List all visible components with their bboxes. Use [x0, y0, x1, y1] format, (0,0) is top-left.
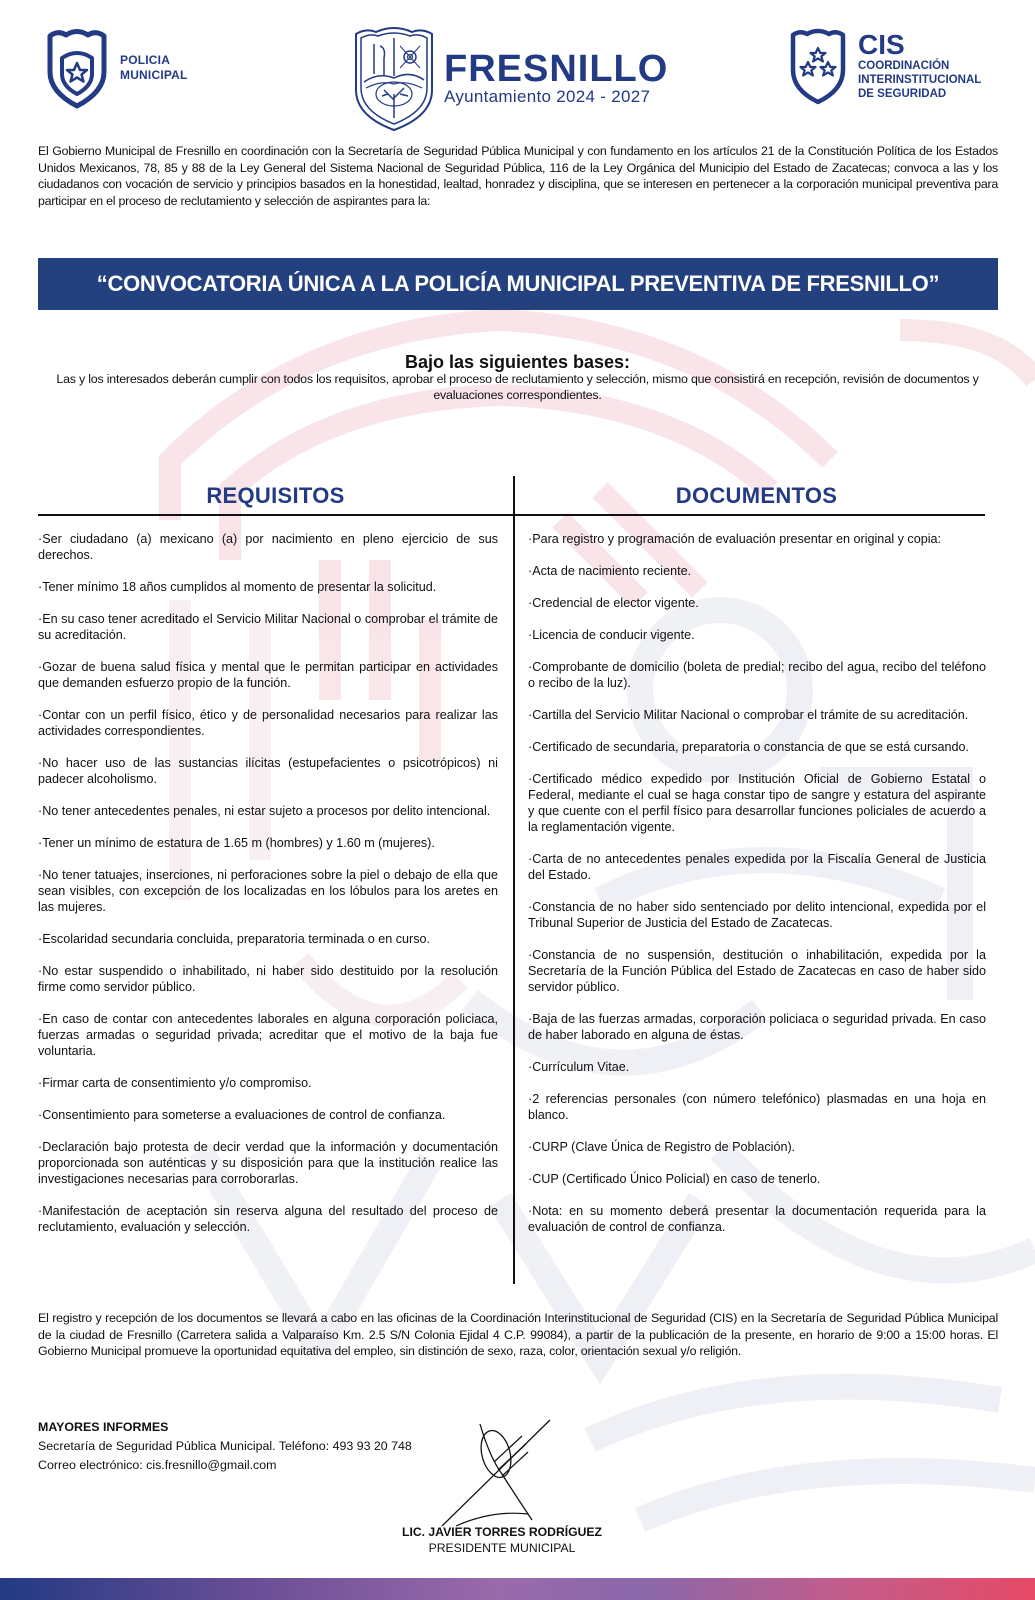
fresnillo-logo-subtitle: Ayuntamiento 2024 - 2027: [444, 87, 651, 106]
documento-item: ·Constancia de no haber sido sentenciado por delito intencional, expedida por el Tribunal Superior de Justicia del Estado de Zacatecas.: [528, 900, 986, 930]
requisito-item: ·No tener tatuajes, inserciones, ni perforaciones sobre la piel o debajo de ella que sean visibles, con excepción de los localizadas en los lóbulos para los aretes en las mujeres.: [38, 868, 498, 914]
signatory-role: PRESIDENTE MUNICIPAL: [428, 1541, 576, 1555]
documentos-list: [528, 531, 986, 1251]
documento-item: ·Baja de las fuerzas armadas, corporación policiaca o seguridad privada. En caso de haber laborado en alguna de éstas.: [528, 1012, 986, 1042]
documento-item: ·Nota: en su momento deberá presentar la documentación requerida para la evaluación de control de confianza.: [528, 1204, 986, 1234]
requirements-documents-table: [38, 476, 998, 1286]
documentos-rule: [515, 514, 985, 516]
requisito-item: ·No tener antecedentes penales, ni estar sujeto a procesos por delito intencional.: [38, 804, 491, 818]
fresnillo-logo: [352, 24, 668, 132]
requisito-item: ·En su caso tener acreditado el Servicio Militar Nacional o comprobar el trámite de su acreditación.: [38, 612, 498, 642]
documento-item: ·Credencial de elector vigente.: [528, 596, 699, 610]
documento-item: ·2 referencias personales (con número telefónico) plasmadas en una hoja en blanco.: [528, 1092, 986, 1122]
contact-section: [38, 1418, 412, 1475]
signatory-name: LIC. JAVIER TORRES RODRÍGUEZ: [402, 1525, 602, 1539]
signature-block: [392, 1418, 612, 1558]
convocatoria-banner: [38, 258, 998, 310]
documento-item: ·CURP (Clave Única de Registro de Población).: [528, 1140, 796, 1154]
requisito-item: ·Escolaridad secundaria concluida, preparatoria terminada o en curso.: [38, 932, 431, 946]
requisito-item: ·Contar con un perfil físico, ético y de personalidad necesarios para realizar las actividades correspondientes.: [38, 708, 498, 738]
requisito-item: ·Consentimiento para someterse a evaluaciones de control de confianza.: [38, 1108, 446, 1122]
policia-municipal-logo: [44, 26, 188, 110]
requisito-item: ·Tener mínimo 18 años cumplidos al momento de presentar la solicitud.: [38, 580, 437, 594]
requisito-item: ·En caso de contar con antecedentes laborales en alguna corporación policiaca, fuerzas armadas o seguridad privada; acreditar que el motivo de la baja fue voluntaria.: [38, 1012, 498, 1058]
policia-logo-line1: POLICIA: [120, 53, 171, 67]
requisito-item: ·Gozar de buena salud física y mental que le permitan participar en actividades que demanden esfuerzo propio de la función.: [38, 660, 498, 690]
contact-title: MAYORES INFORMES: [38, 1420, 169, 1434]
requisitos-list: [38, 531, 498, 1251]
registro-paragraph: El registro y recepción de los documentos se llevará a cabo en las oficinas de la Coordinación Interinstitucional de Seguridad (CIS) en la Secretaría de Seguridad Pública Municipal de la ciudad de Fresnillo (Carretera salida a Valparaíso Km. 2.5 S/N Colonia Ejidal 4 C.P. 99084), a partir de la publicación de la presente, en horario de 9:00 a 15:00 horas. El Gobierno Municipal promueve la oportunidad equitativa del empleo, sin distinción de sexo, raza, color, orientación sexual y/o religión.: [38, 1311, 998, 1359]
cis-logo-acronym: CIS: [858, 29, 905, 60]
header: [0, 0, 1035, 135]
documento-item: ·CUP (Certificado Único Policial) en caso de tenerlo.: [528, 1172, 821, 1186]
documentos-heading: DOCUMENTOS: [675, 483, 838, 508]
documento-item: ·Comprobante de domicilio (boleta de predial; recibo del agua, recibo del teléfono o recibo de la luz).: [528, 660, 986, 690]
documento-item: ·Acta de nacimiento reciente.: [528, 564, 692, 578]
contact-phone: Secretaría de Seguridad Pública Municipal. Teléfono: 493 93 20 748: [38, 1439, 412, 1453]
coat-of-arms-icon: [352, 24, 436, 132]
documento-item: ·Licencia de conducir vigente.: [528, 628, 695, 642]
shield-star-icon: [44, 26, 110, 110]
intro-paragraph: El Gobierno Municipal de Fresnillo en coordinación con la Secretaría de Seguridad Pública Municipal y con fundamento en los artículos 21 de la Constitución Política de los Estados Unidos Mexicanos, 78, 85 y 88 de la Ley General del Sistema Nacional de Seguridad Pública, 116 de la Ley Orgánica del Municipio del Estado de Zacatecas; convoca a las y los ciudadanos con vocación de servicio y principios basados en la honestidad, lealtad, honradez y disciplina, que se interesen en pertenecer a la corporación municipal preventiva para participar en el proceso de reclutamiento y selección de aspirantes para la:: [38, 144, 998, 208]
cis-logo-line1: COORDINACIÓN: [858, 60, 950, 72]
requisito-item: ·Firmar carta de consentimiento y/o compromiso.: [38, 1076, 312, 1090]
requisitos-rule: [38, 514, 513, 516]
documento-item: ·Certificado médico expedido por Institución Oficial de Gobierno Estatal o Federal, mediante el cual se haga constar tipo de sangre y estatura del aspirante y que cuente con el perfil físico para desarrollar funciones policiales de acuerdo a la reglamentación vigente.: [528, 772, 986, 834]
policia-logo-line2: MUNICIPAL: [120, 68, 188, 82]
fresnillo-logo-name: FRESNILLO: [444, 48, 669, 90]
documento-item: ·Cartilla del Servicio Militar Nacional o comprobar el trámite de su acreditación.: [528, 708, 969, 722]
signature-icon: [432, 1418, 552, 1530]
column-divider: [513, 476, 515, 1284]
requisitos-heading: REQUISITOS: [206, 483, 345, 508]
bases-description: Las y los interesados deberán cumplir con todos los requisitos, aprobar el proceso de reclutamiento y selección, mismo que consistirá en recepción, revisión de documentos y evaluaciones correspondientes.: [56, 372, 979, 402]
cis-logo-line2: INTERINSTITUCIONAL: [858, 74, 982, 86]
footer-gradient-bar: [0, 1578, 1035, 1600]
requisito-item: ·Tener un mínimo de estatura de 1.65 m (hombres) y 1.60 m (mujeres).: [38, 836, 435, 850]
bases-title: Bajo las siguientes bases:: [404, 352, 631, 372]
requisito-item: ·Manifestación de aceptación sin reserva alguna del resultado del proceso de reclutamiento, evaluación y selección.: [38, 1204, 498, 1234]
banner-title: “CONVOCATORIA ÚNICA A LA POLICÍA MUNICIPAL PREVENTIVA DE FRESNILLO”: [96, 271, 940, 296]
cis-logo-line3: DE SEGURIDAD: [858, 88, 947, 100]
requisito-item: ·No estar suspendido o inhabilitado, ni haber sido destituido por la resolución firme como servidor público.: [38, 964, 498, 994]
bases-section: [30, 352, 1005, 403]
documento-item: ·Certificado de secundaria, preparatoria o constancia de que se está cursando.: [528, 740, 970, 754]
shield-three-stars-icon: [788, 26, 848, 106]
documento-item: ·Carta de no antecedentes penales expedida por la Fiscalía General de Justicia del Estado.: [528, 852, 986, 882]
requisito-item: ·No hacer uso de las sustancias ilícitas (estupefacientes o psicotrópicos) ni padecer alcoholismo.: [38, 756, 498, 786]
cis-logo: [788, 26, 981, 106]
requisito-item: ·Ser ciudadano (a) mexicano (a) por nacimiento en pleno ejercicio de sus derechos.: [38, 532, 498, 562]
contact-email[interactable]: Correo electrónico: cis.fresnillo@gmail.com: [38, 1458, 277, 1472]
requisito-item: ·Declaración bajo protesta de decir verdad que la información y documentación proporcionada son auténticas y su disposición para que la institución realice las investigaciones necesarias para corroborarlas.: [38, 1140, 498, 1186]
documento-item: ·Constancia de no suspensión, destitución o inhabilitación, expedida por la Secretaría de la Función Pública del Estado de Zacatecas en caso de haber sido servidor público.: [528, 948, 986, 994]
documento-item: ·Currículum Vitae.: [528, 1060, 630, 1074]
documento-item: ·Para registro y programación de evaluación presentar en original y copia:: [528, 532, 942, 546]
